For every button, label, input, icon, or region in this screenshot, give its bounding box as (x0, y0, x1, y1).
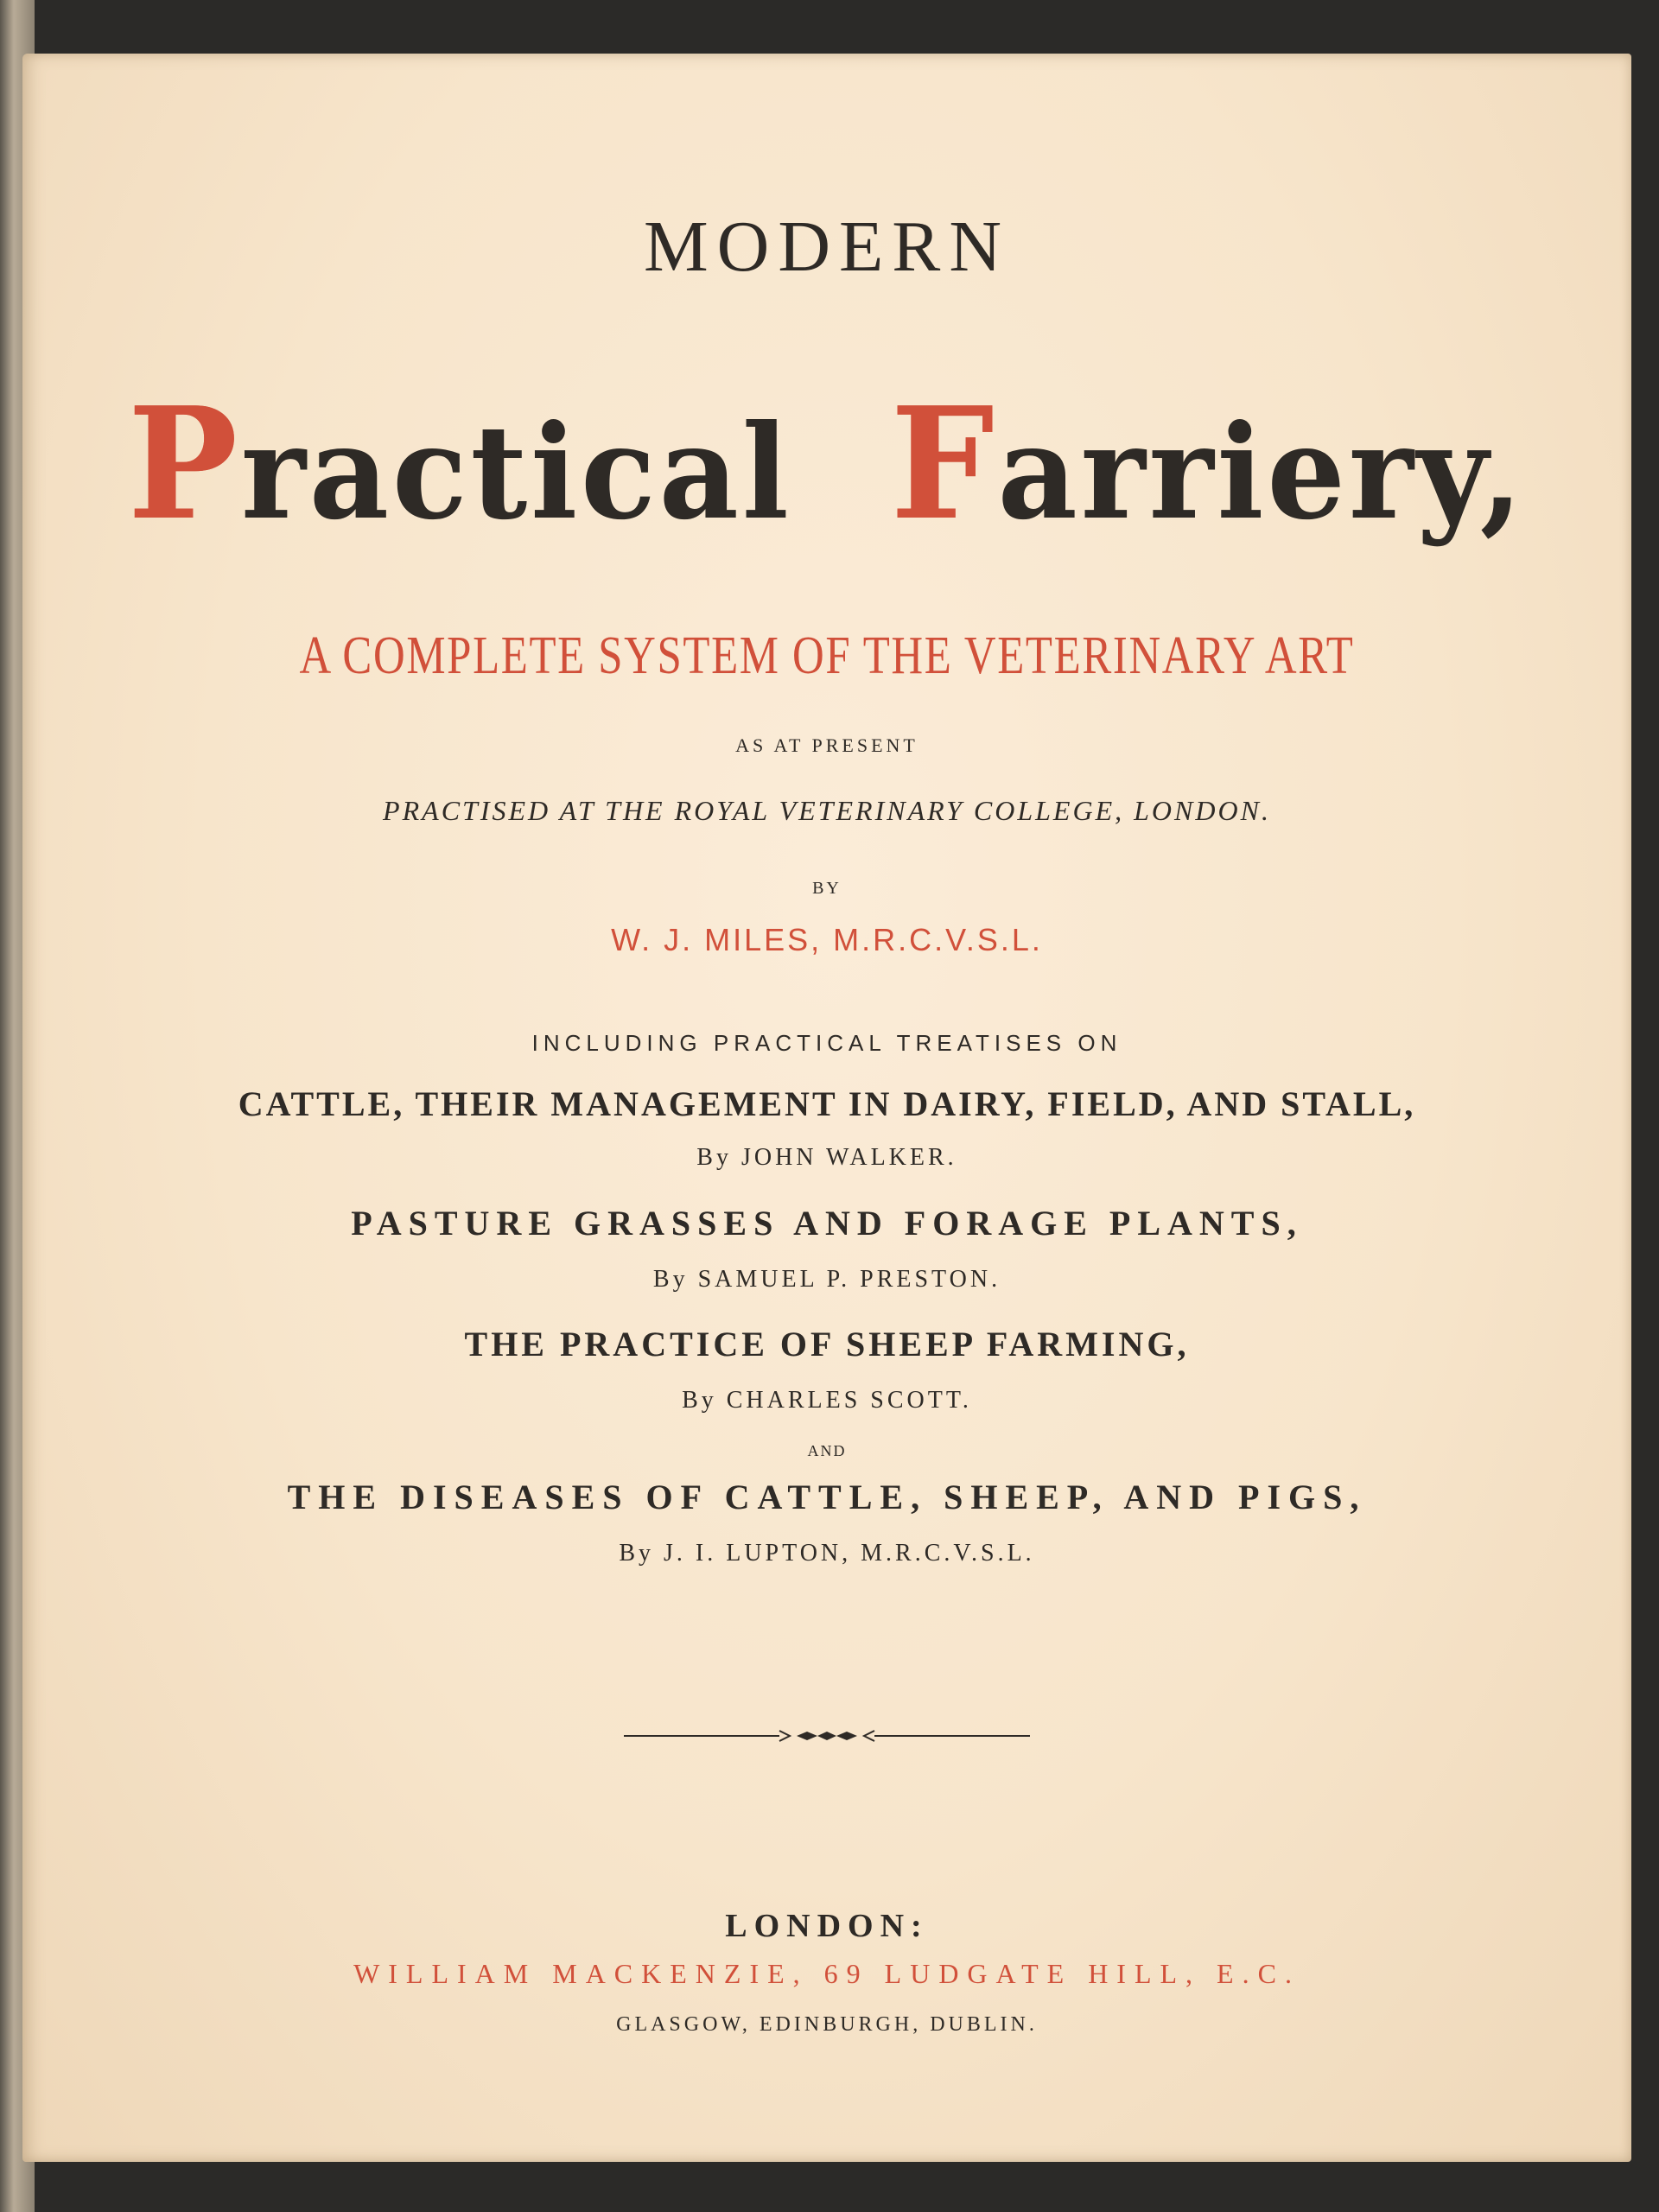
title-modern: MODERN (643, 207, 1010, 287)
farriery-rest: arriery, (997, 397, 1527, 549)
treatise-title: CATTLE, THEIR MANAGEMENT IN DAIRY, FIELD, AND STALL, (238, 1084, 1416, 1123)
subtitle: A COMPLETE SYSTEM OF THE VETERINARY ART (299, 626, 1355, 685)
imprint-publisher: WILLIAM MACKENZIE, 69 LUDGATE HILL, E.C. (353, 1958, 1300, 1989)
by-label: BY (812, 879, 842, 898)
treatise-title: THE PRACTICE OF SHEEP FARMING, (464, 1325, 1190, 1363)
author-name: W. J. MILES, M.R.C.V.S.L. (611, 922, 1043, 957)
imprint-cities: GLASGOW, EDINBURGH, DUBLIN. (616, 2013, 1038, 2036)
treatise-author: By SAMUEL P. PRESTON. (652, 1266, 1001, 1293)
as-at-present: AS AT PRESENT (735, 734, 918, 756)
practised-line: PRACTISED AT THE ROYAL VETERINARY COLLEGE, LONDON. (383, 795, 1271, 826)
and-label: AND (807, 1442, 847, 1459)
including-line: INCLUDING PRACTICAL TREATISES ON (531, 1030, 1122, 1056)
treatise-author: By CHARLES SCOTT. (682, 1387, 972, 1414)
imprint-city: LONDON: (725, 1908, 929, 1944)
ornament-divider-icon (624, 1726, 1030, 1746)
title-word-farriery (890, 373, 1527, 554)
practical-initial: P (127, 373, 241, 554)
treatise-author: By J. I. LUPTON, M.R.C.V.S.L. (619, 1540, 1035, 1567)
title-word-practical (127, 373, 792, 554)
farriery-initial: F (890, 373, 998, 554)
treatise-title: PASTURE GRASSES AND FORAGE PLANTS, (351, 1204, 1303, 1243)
title-page (22, 54, 1631, 2162)
treatise-title: THE DISEASES OF CATTLE, SHEEP, AND PIGS, (287, 1478, 1367, 1516)
ornamental-rule (22, 1726, 1631, 1751)
practical-rest: ractical (240, 397, 792, 549)
treatise-author: By JOHN WALKER. (696, 1144, 957, 1171)
main-title (63, 373, 1592, 554)
